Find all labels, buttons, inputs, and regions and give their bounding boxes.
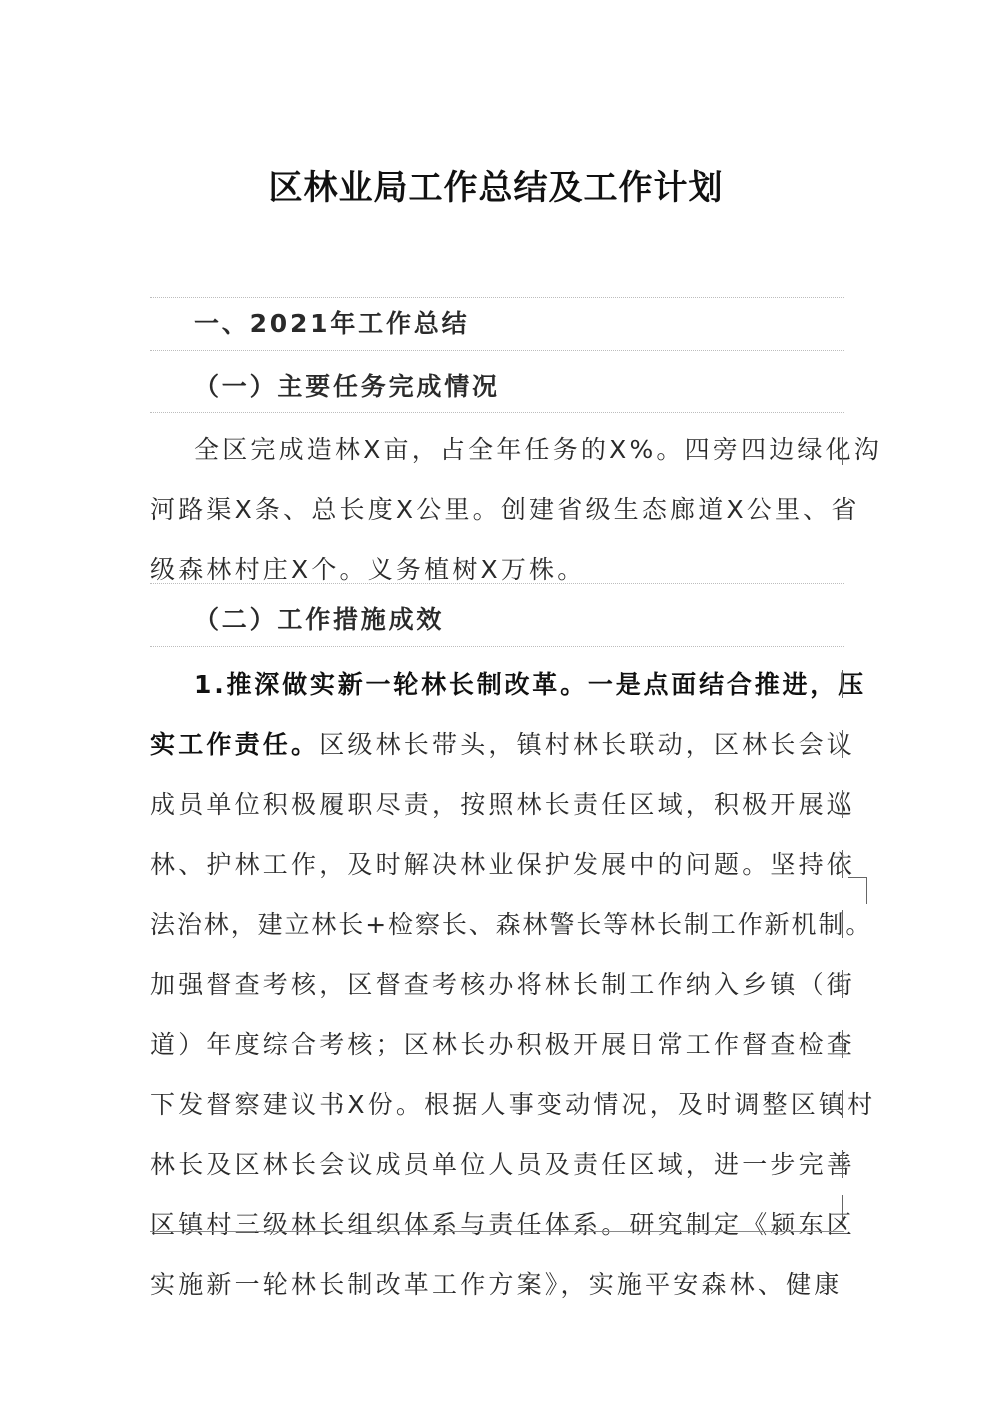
margin-mark — [842, 910, 843, 938]
paragraph-line: 法治林，建立林长+检察长、森林警长等林长制工作新机制。 — [150, 910, 873, 939]
paragraph-line: 下发督察建议书X份。根据人事变动情况，及时调整区镇村 — [150, 1090, 876, 1119]
paragraph-line — [150, 715, 856, 775]
paragraph-text: 区级林长带头，镇村林长联动，区林长会议 — [319, 730, 856, 759]
paragraph-line: 道）年度综合考核；区林长办积极开展日常工作督查检查 — [150, 1030, 856, 1059]
divider — [150, 583, 844, 584]
paragraph-line: 成员单位积极履职尽责，按照林长责任区域，积极开展巡 — [150, 790, 856, 819]
margin-corner-mark — [848, 877, 867, 904]
paragraph-line: 加强督查考核，区督查考核办将林长制工作纳入乡镇（街 — [150, 970, 856, 999]
paragraph-measures — [150, 655, 876, 1315]
document-title: 区林业局工作总结及工作计划 — [268, 168, 724, 208]
section-heading-1 — [150, 294, 844, 354]
margin-mark — [842, 730, 843, 758]
paragraph-tasks — [150, 420, 883, 600]
subsection-heading-text: （一）主要任务完成情况 — [194, 372, 500, 401]
margin-mark — [842, 1195, 843, 1223]
bold-lead-text: 实工作责任。 — [150, 730, 320, 759]
margin-mark — [842, 790, 843, 818]
divider — [150, 412, 844, 413]
margin-mark — [842, 970, 843, 998]
margin-mark — [842, 1150, 843, 1178]
divider — [150, 350, 844, 351]
paragraph-line: 林、护林工作，及时解决林业保护发展中的问题。坚持依 — [150, 850, 856, 879]
paragraph-lead-line — [150, 655, 866, 715]
bottom-rule — [150, 1231, 844, 1232]
paragraph-line: 级森林村庄X个。义务植树X万株。 — [150, 555, 586, 584]
section-heading-text: 一、2021年工作总结 — [194, 309, 470, 338]
subsection-heading-text: （二）工作措施成效 — [194, 605, 445, 634]
paragraph-line: 实施新一轮林长制改革工作方案》，实施平安森林、健康 — [150, 1270, 843, 1299]
margin-mark — [842, 850, 843, 878]
subsection-heading-1 — [150, 357, 844, 417]
margin-mark — [842, 1090, 843, 1118]
margin-mark — [842, 670, 843, 698]
paragraph-line: 河路渠X条、总长度X公里。创建省级生态廊道X公里、省 — [150, 495, 860, 524]
paragraph-line: 全区完成造林X亩，占全年任务的X%。四旁四边绿化沟 — [194, 435, 883, 464]
paragraph-line: 区镇村三级林长组织体系与责任体系。研究制定《颍东区 — [150, 1210, 856, 1239]
paragraph-line: 林长及区林长会议成员单位人员及责任区域，进一步完善 — [150, 1150, 856, 1179]
margin-mark — [842, 437, 843, 465]
subsection-heading-2 — [150, 590, 844, 650]
margin-mark — [842, 1030, 843, 1058]
bold-lead-text: 1.推深做实新一轮林长制改革。一是点面结合推进，压 — [194, 670, 866, 699]
divider — [150, 646, 844, 647]
